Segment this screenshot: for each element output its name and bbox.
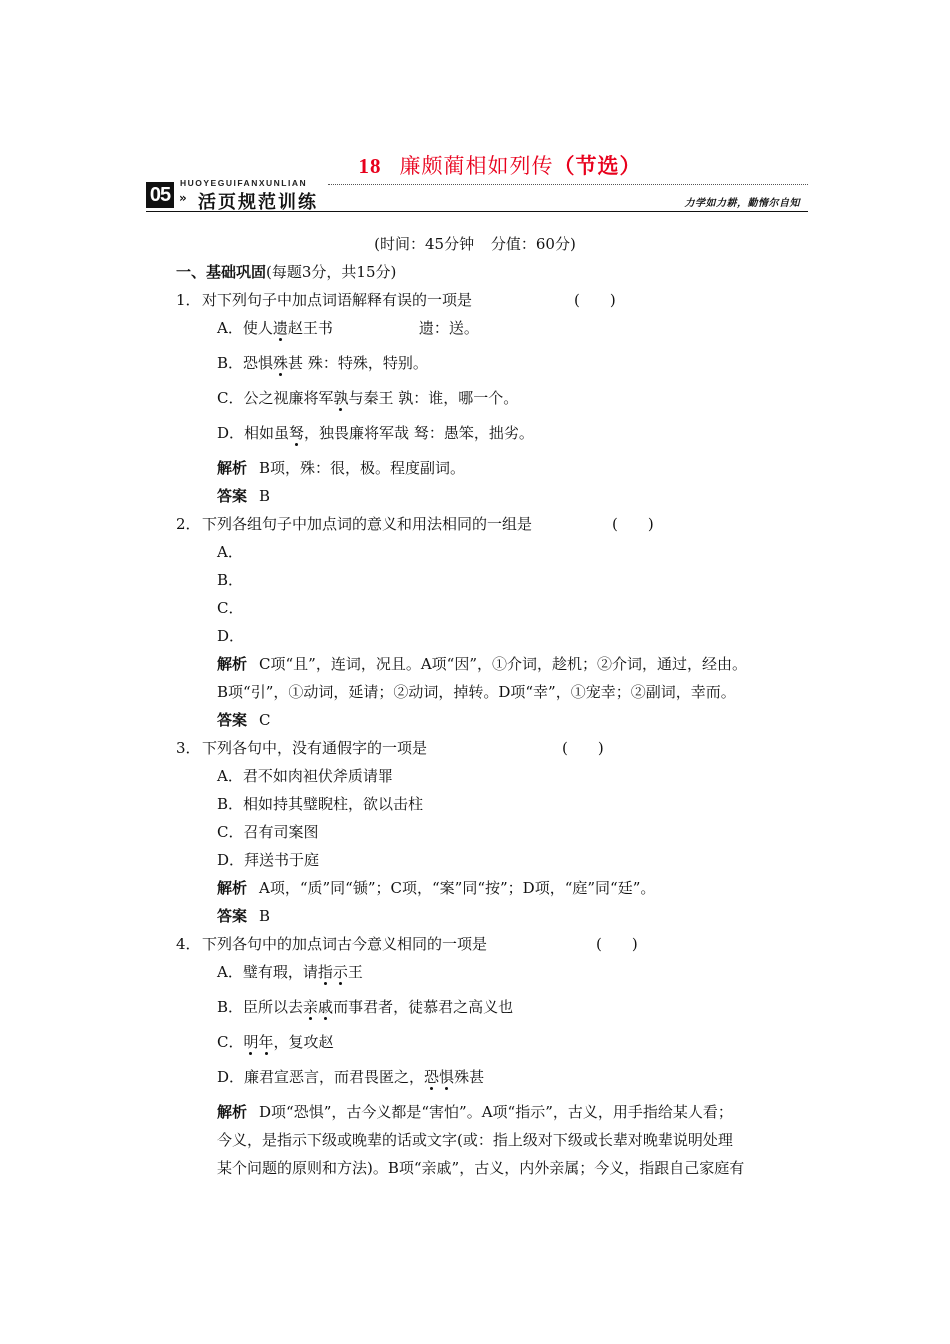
question-2-analysis — [176, 650, 816, 678]
question-2-option-a: A． — [217, 543, 243, 561]
answer-value: B — [259, 487, 271, 505]
question-2-option-d: D． — [217, 627, 245, 645]
analysis-label: 解析 — [217, 1103, 248, 1121]
option-text: 殊甚 — [454, 1068, 485, 1086]
section-title: 一、基础巩固 — [176, 263, 267, 281]
option-text: ，独畏廉将军哉 驽：愚笨，拙劣。 — [304, 424, 534, 442]
question-1-option-a — [176, 314, 816, 349]
question-3-analysis — [176, 874, 816, 902]
option-text: A．璧有瑕，请 — [217, 963, 318, 981]
answer-value: B — [259, 907, 271, 925]
dotted-word: 示 — [332, 963, 348, 981]
option-text: C． — [217, 1033, 244, 1051]
option-text: 王 — [347, 963, 363, 981]
question-4-option-d — [176, 1063, 816, 1098]
option-text: D．廉君宣恶言，而君畏匿之， — [217, 1068, 425, 1086]
analysis-text: B项，殊：很，极。程度副词。 — [259, 459, 466, 477]
dotted-word: 明 — [243, 1033, 259, 1051]
question-3-option-b: B．相如持其璧睨柱，欲以击柱 — [217, 795, 424, 813]
time-limit: (时间：45分钟 — [374, 235, 475, 253]
answer-value: C — [259, 711, 271, 729]
question-2-analysis-cont: B项“引”，①动词，延请；②动词，掉转。D项“幸”，①宠幸；②副词，幸而。 — [217, 683, 736, 701]
banner-dotted-line — [328, 184, 808, 185]
option-gloss: 遗：送。 — [418, 319, 479, 337]
lesson-title-suffix: （节选） — [553, 153, 642, 179]
dotted-word: 年 — [258, 1033, 274, 1051]
answer-label: 答案 — [217, 711, 248, 729]
question-text: 对下列句子中加点词语解释有误的一项是 — [202, 291, 473, 309]
section-heading — [176, 258, 816, 286]
question-text: 下列各组句子中加点词的意义和用法相同的一组是 — [202, 515, 533, 533]
option-text: ，复攻赵 — [273, 1033, 334, 1051]
double-chevron-icon: » — [179, 191, 187, 205]
analysis-label: 解析 — [217, 655, 248, 673]
question-3-option-d: D．拜送书于庭 — [217, 851, 320, 869]
question-2-stem — [176, 510, 816, 538]
dotted-word: 遗 — [272, 319, 288, 337]
question-number: 3． — [176, 739, 201, 757]
question-2-option-b: B． — [217, 571, 244, 589]
analysis-label: 解析 — [217, 879, 248, 897]
banner-pinyin: HUOYEGUIFANXUNLIAN — [180, 178, 308, 188]
question-3-stem — [176, 734, 816, 762]
question-3-option-c: C．召有司案图 — [217, 823, 319, 841]
banner-number: 05 — [146, 182, 174, 208]
page-title — [0, 150, 950, 180]
exam-meta — [0, 233, 950, 254]
answer-bracket: ( ) — [562, 739, 604, 757]
dotted-word: 孰 — [333, 389, 349, 407]
analysis-text: A项，“质”同“锧”；C项，“案”同“按”；D项，“庭”同“廷”。 — [259, 879, 656, 897]
option-text: C．公之视廉将军 — [217, 389, 334, 407]
banner-label: 活页规范训练 — [198, 192, 318, 213]
dotted-word: 驽 — [289, 424, 305, 442]
banner-rule — [146, 211, 808, 212]
dotted-word: 亲 — [303, 998, 319, 1016]
question-text: 下列各句中的加点词古今意义相同的一项是 — [202, 935, 488, 953]
option-text: B．恐惧 — [217, 354, 274, 372]
question-text: 下列各句中，没有通假字的一项是 — [202, 739, 428, 757]
option-text: A．使人 — [217, 319, 273, 337]
lesson-number: 18 — [358, 154, 382, 179]
question-2-answer — [176, 706, 816, 734]
dotted-word: 恐 — [424, 1068, 440, 1086]
question-4-stem — [176, 930, 816, 958]
answer-bracket: ( ) — [574, 291, 616, 309]
question-1-analysis — [176, 454, 816, 482]
answer-bracket: ( ) — [596, 935, 638, 953]
option-text: 赵王书 — [287, 319, 333, 337]
question-1-option-c — [176, 384, 816, 419]
question-4-option-c — [176, 1028, 816, 1063]
option-text: 与秦王 孰：谁，哪一个。 — [348, 389, 519, 407]
option-text: 甚 殊：特殊，特别。 — [288, 354, 428, 372]
question-number: 1． — [176, 291, 201, 309]
answer-label: 答案 — [217, 907, 248, 925]
dotted-word: 指 — [317, 963, 333, 981]
question-1-answer — [176, 482, 816, 510]
option-text: D．相如虽 — [217, 424, 290, 442]
total-score: 分值：60分) — [490, 235, 576, 253]
banner-motto: 力学如力耕，勤惰尔自知 — [684, 198, 800, 209]
question-4-analysis-cont-2: 某个问题的原则和方法)。B项“亲戚”，古义，内外亲属；今义，指跟自己家庭有 — [217, 1159, 745, 1177]
section-points: (每题3分，共15分) — [266, 263, 397, 281]
question-2-option-c: C． — [217, 599, 244, 617]
dotted-word: 惧 — [439, 1068, 455, 1086]
option-text: B．臣所以去 — [217, 998, 304, 1016]
option-text: 而事君者，徒慕君之高义也 — [333, 998, 514, 1016]
answer-label: 答案 — [217, 487, 248, 505]
question-1-stem — [176, 286, 816, 314]
exercise-content — [176, 258, 816, 1182]
question-4-option-b — [176, 993, 816, 1028]
analysis-label: 解析 — [217, 459, 248, 477]
question-1-option-b — [176, 349, 816, 384]
question-number: 4． — [176, 935, 201, 953]
question-4-analysis — [176, 1098, 816, 1126]
question-number: 2． — [176, 515, 201, 533]
lesson-title: 廉颇蔺相如列传 — [399, 154, 554, 179]
analysis-text: D项“恐惧”，古今义都是“害怕”。A项“指示”，古义，用手指给某人看； — [259, 1103, 733, 1121]
question-1-option-d — [176, 419, 816, 454]
question-3-option-a: A．君不如肉袒伏斧质请罪 — [217, 767, 393, 785]
answer-bracket: ( ) — [612, 515, 654, 533]
dotted-word: 戚 — [318, 998, 334, 1016]
question-4-analysis-cont-1: 今义，是指示下级或晚辈的话或文字(或：指上级对下级或长辈对晚辈说明处理 — [217, 1131, 733, 1149]
question-3-answer — [176, 902, 816, 930]
dotted-word: 殊 — [273, 354, 289, 372]
question-4-option-a — [176, 958, 816, 993]
section-banner — [146, 178, 808, 212]
analysis-text: C项“且”，连词，况且。A项“因”，①介词，趁机；②介词，通过，经由。 — [259, 655, 748, 673]
